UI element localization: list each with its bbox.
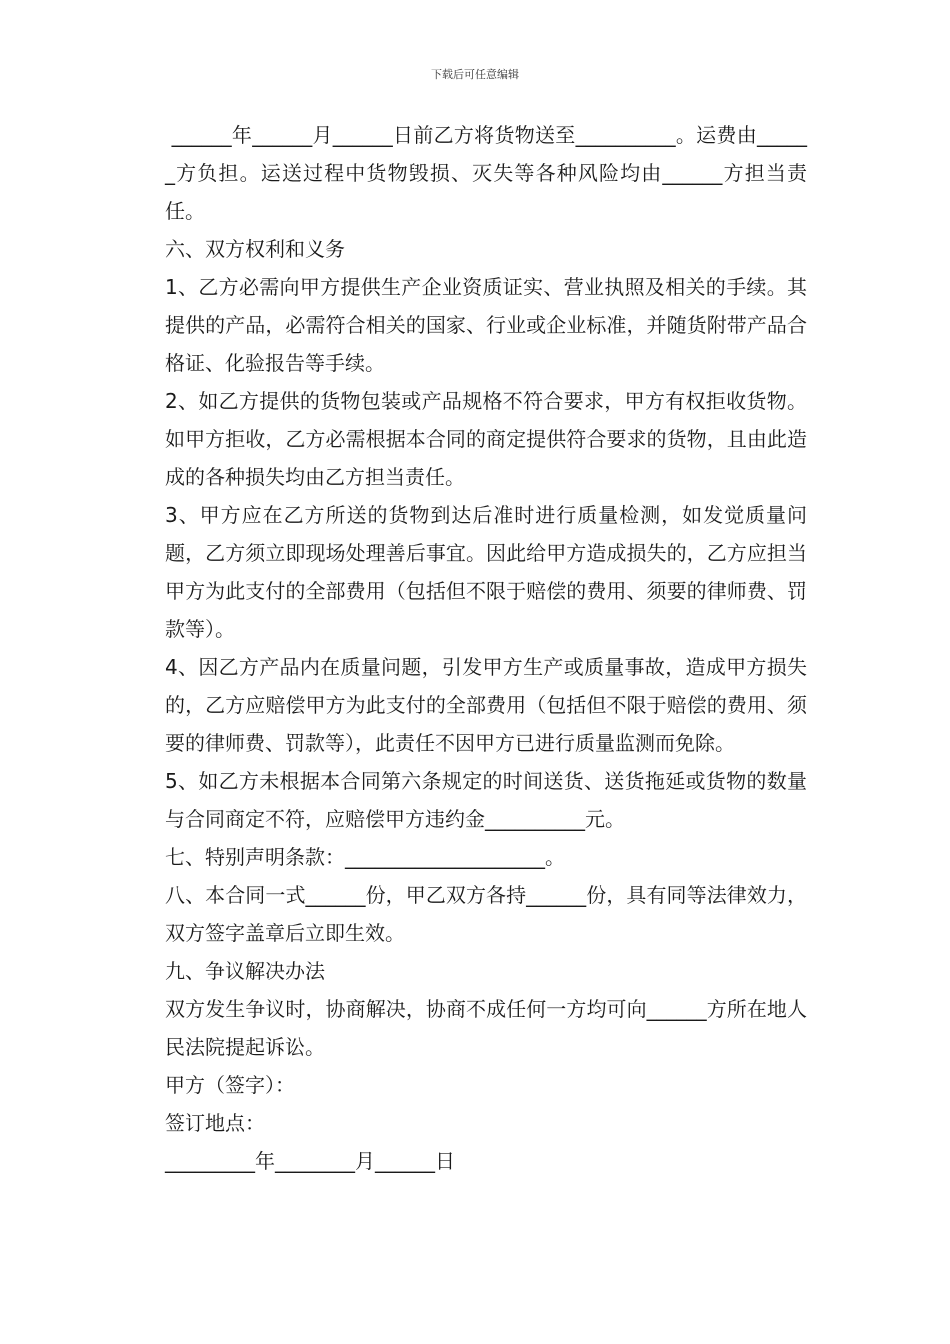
copies-clause: 八、本合同一式______份，甲乙双方各持______份，具有同等法律效力，双方签字盖章后立即生效。	[165, 883, 807, 945]
rights-item-1: 1、乙方必需向甲方提供生产企业资质证实、营业执照及相关的手续。其提供的产品，必需符合相关的国家、行业或企业标准，并随货附带产品合格证、化验报告等手续。	[165, 275, 807, 375]
rights-item-2: 2、如乙方提供的货物包装或产品规格不符合要求，甲方有权拒收货物。如甲方拒收，乙方必需根据本合同的商定提供符合要求的货物，且由此造成的各种损失均由乙方担当责任。	[165, 389, 807, 489]
dispute-clause: 双方发生争议时，协商解决，协商不成任何一方均可向______方所在地人民法院提起诉讼。	[165, 997, 807, 1059]
signing-date-line: _________年________月______日	[165, 1149, 455, 1173]
rights-item-5: 5、如乙方未根据本合同第六条规定的时间送货、送货拖延或货物的数量与合同商定不符，应赔偿甲方违约金__________元。	[165, 769, 807, 831]
rights-item-4: 4、因乙方产品内在质量问题，引发甲方生产或质量事故，造成甲方损失的，乙方应赔偿甲方为此支付的全部费用（包括但不限于赔偿的费用、须要的律师费、罚款等），此责任不因甲方已进行质量监测而免除。	[165, 655, 807, 755]
section-heading-rights: 六、双方权利和义务	[165, 237, 345, 261]
delivery-clause: ______年______月______日前乙方将货物送至__________。运费由______方负担。运送过程中货物毁损、灭失等各种风险均由______方担当责任。	[165, 123, 807, 223]
party-a-signature-label: 甲方（签字）：	[165, 1073, 295, 1097]
contract-body	[145, 116, 807, 1180]
rights-item-3: 3、甲方应在乙方所送的货物到达后准时进行质量检测，如发觉质量问题，乙方须立即现场处理善后事宜。因此给甲方造成损失的，乙方应担当甲方为此支付的全部费用（包括但不限于赔偿的费用、须要的律师费、罚款等）。	[165, 503, 807, 641]
signing-location-label: 签订地点：	[165, 1111, 265, 1135]
section-heading-dispute: 九、争议解决办法	[165, 959, 325, 983]
page-header-note: 下载后可任意编辑	[431, 68, 519, 81]
special-statement-clause: 七、特别声明条款：____________________。	[165, 845, 565, 869]
